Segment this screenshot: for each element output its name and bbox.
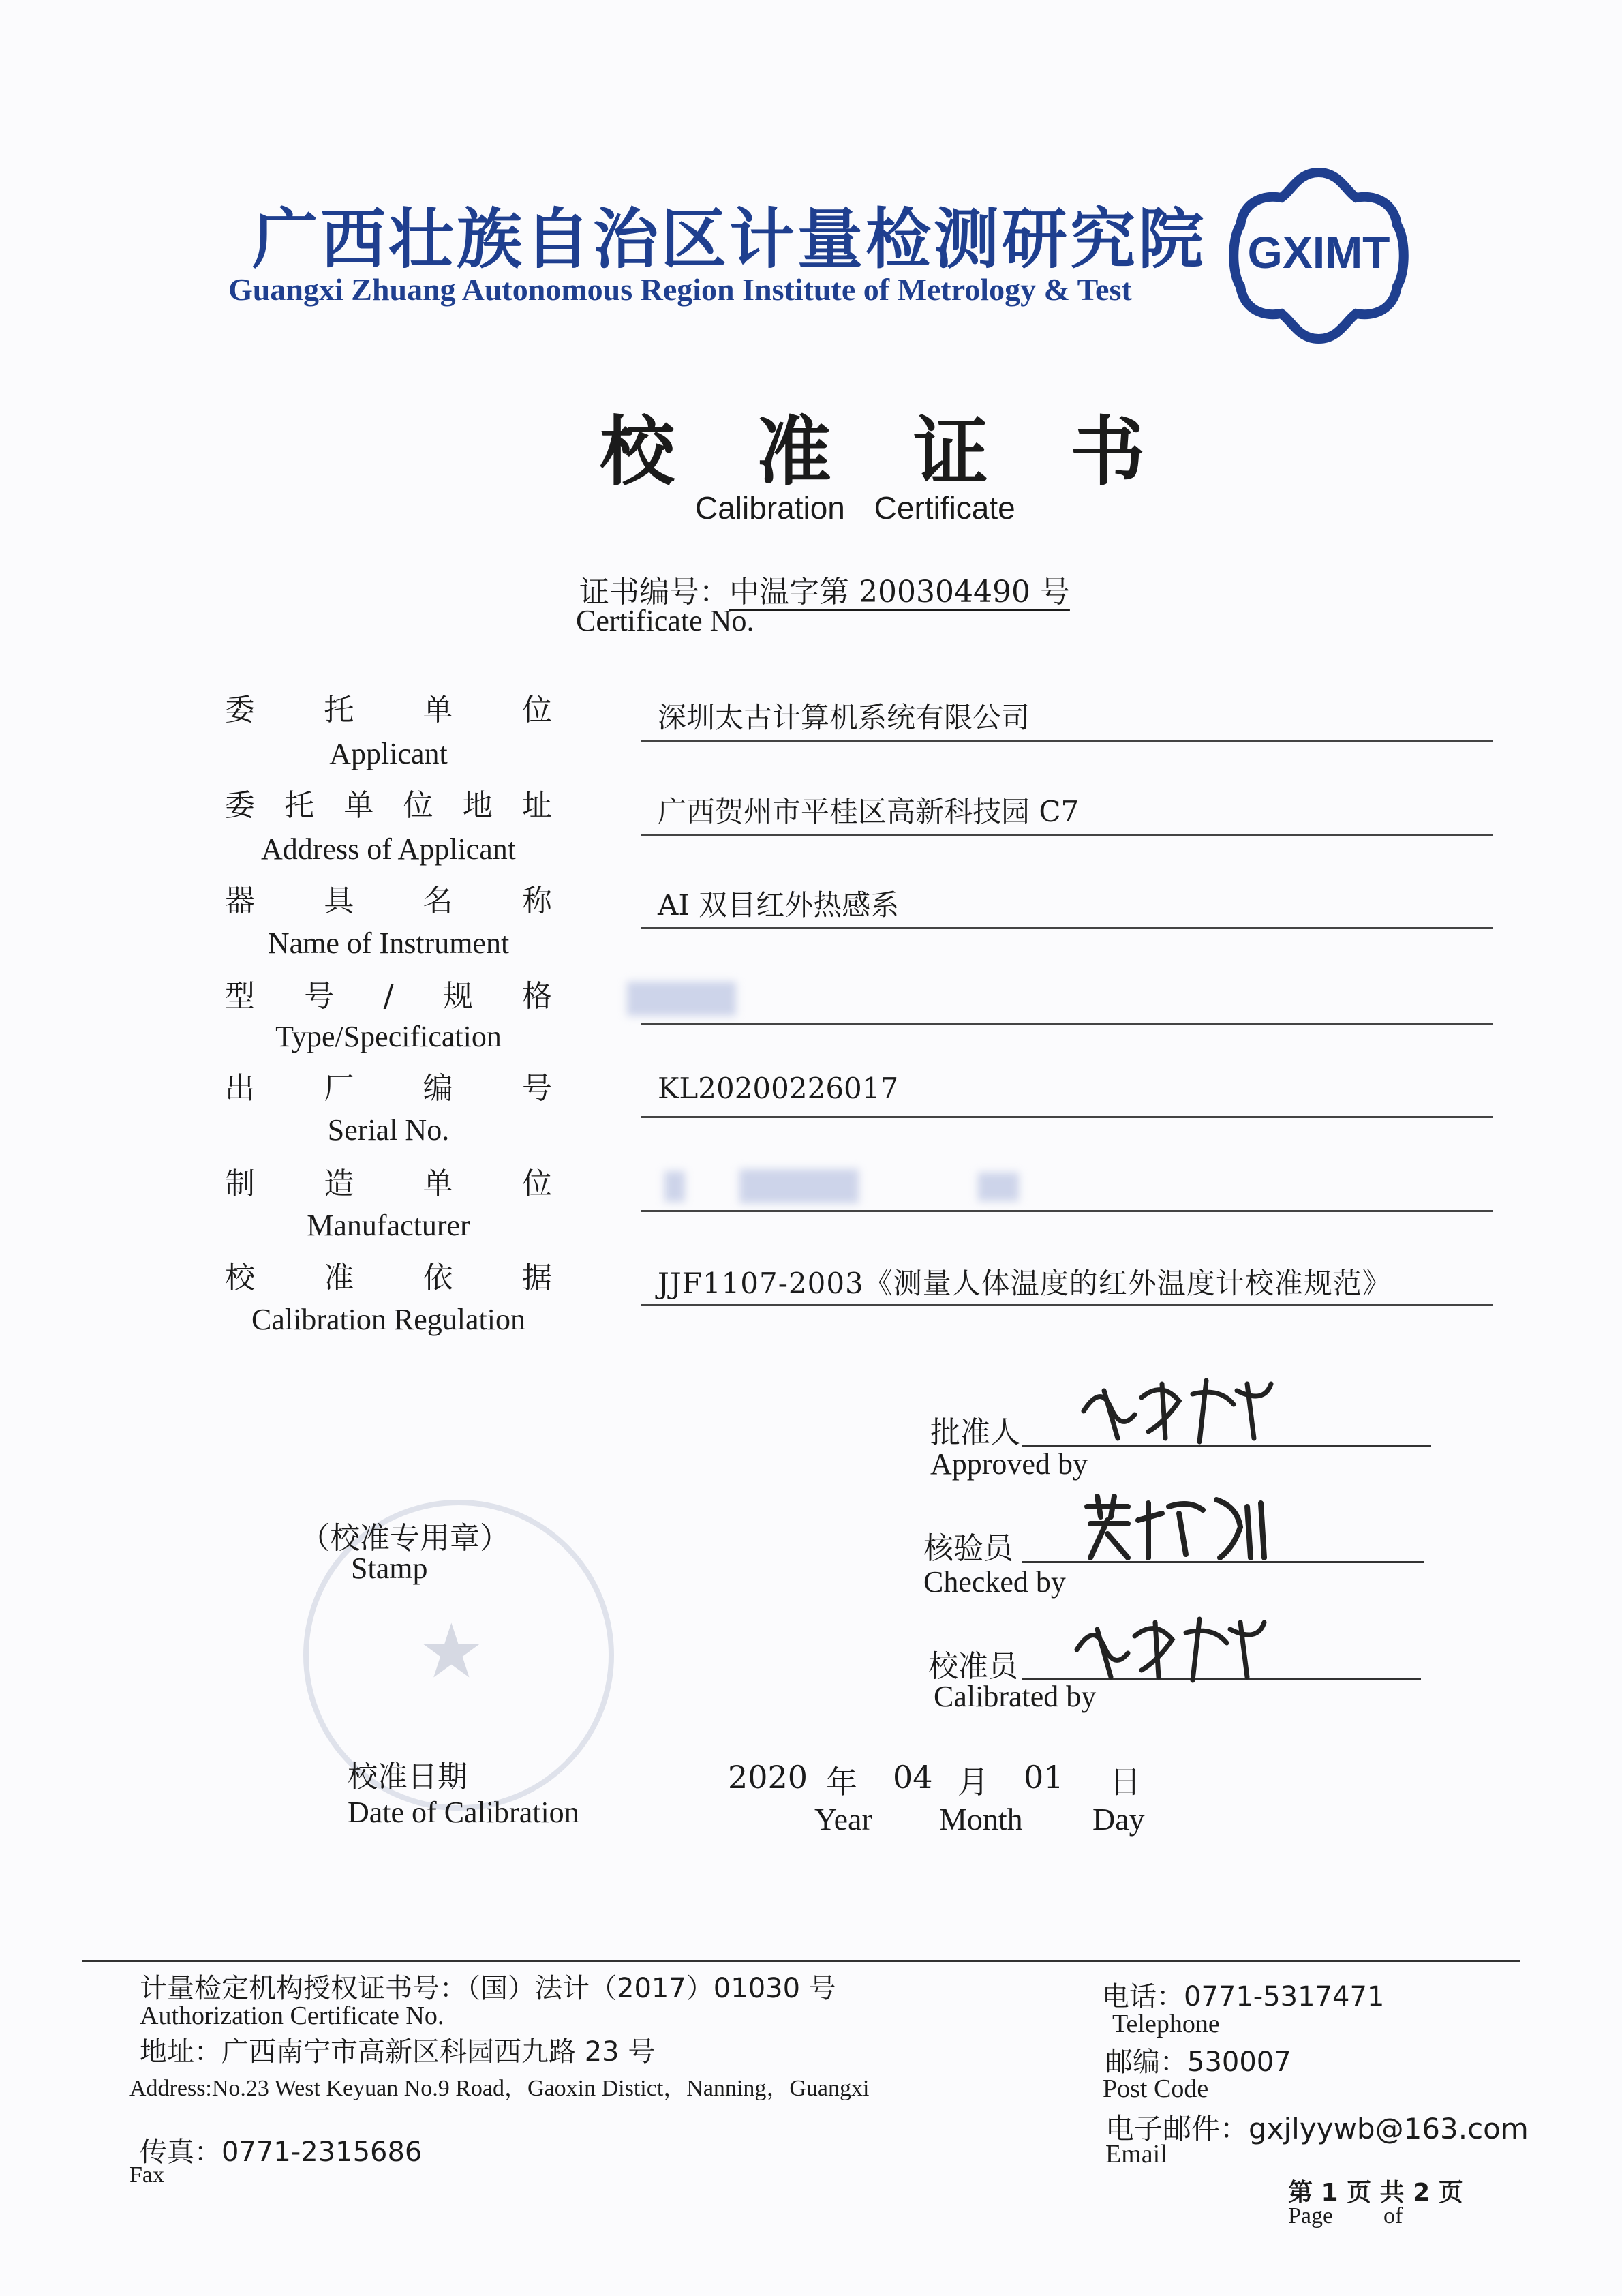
email-cn: 电子邮件：gxjlyywb@163.com (1105, 2112, 1529, 2145)
field-underline (641, 975, 1493, 1025)
field-label-en: Name of Instrument (267, 926, 510, 960)
date-day-cn: 日 (1110, 1764, 1141, 1800)
field-value: 深圳太古计算机系统有限公司 (658, 701, 1030, 734)
certificate-title-en: Calibration Certificate (695, 490, 1015, 526)
field-label-en: Applicant (329, 737, 448, 770)
approved-signature (1077, 1370, 1281, 1445)
field-label-cn: 校准依据 (225, 1260, 552, 1295)
field-value: KL20200226017 (658, 1072, 899, 1105)
field-label-en: Serial No. (327, 1113, 450, 1147)
page-label-en: Page (1288, 2203, 1334, 2229)
authorization-en: Authorization Certificate No. (140, 2002, 444, 2030)
date-year-cn: 年 (826, 1764, 857, 1800)
date-month-cn: 月 (958, 1764, 989, 1800)
field-underline (641, 1256, 1493, 1306)
certificate-no-label: 证书编号： (579, 575, 729, 609)
approved-signature-line (1022, 1445, 1431, 1447)
field-label-cn: 委托单位地址 (225, 788, 552, 823)
field-underline (641, 879, 1493, 929)
field-value: JJF1107-2003《测量人体温度的红外温度计校准规范》 (658, 1267, 1392, 1300)
certificate-title-cn: 校准证书 (600, 408, 1227, 496)
institute-name-cn: 广西壮族自治区计量检测研究院 (252, 201, 1206, 277)
address-en: Address:No.23 West Keyuan No.9 Road，Gaoxin Distict，Nanning，Guangxi (129, 2076, 870, 2101)
date-month-en: Month (939, 1802, 1023, 1837)
stamp-label-en: Stamp (351, 1552, 428, 1585)
field-label-cn: 委托单位 (225, 693, 552, 727)
institute-name-en: Guangxi Zhuang Autonomous Region Institute of Metrology & Test (228, 272, 1132, 307)
date-year: 2020 (728, 1759, 808, 1796)
field-label-cn: 出厂编号 (225, 1071, 552, 1106)
field-value: AI 双目红外热感系 (658, 888, 900, 922)
address-cn: 地址：广西南宁市高新区科园西九路 23 号 (140, 2036, 656, 2068)
telephone-cn: 电话：0771-5317471 (1102, 1981, 1385, 2012)
field-value: 广西贺州市平桂区高新科技园 C7 (658, 795, 1080, 828)
field-underline (641, 786, 1493, 836)
footer-divider (82, 1960, 1520, 1962)
authorization-cn: 计量检定机构授权证书号：（国）法计（2017）01030 号 (140, 1973, 836, 2004)
approved-label-cn: 批准人 (930, 1415, 1020, 1450)
date-day: 01 (1024, 1759, 1064, 1796)
calibrated-signature (1070, 1609, 1274, 1684)
email-en: Email (1105, 2140, 1167, 2169)
field-label-cn: 型号/规格 (225, 979, 552, 1014)
field-label-en: Address of Applicant (261, 832, 516, 866)
date-day-en: Day (1092, 1802, 1145, 1837)
page-number-cn: 第 1 页 共 2 页 (1288, 2179, 1463, 2207)
date-label-en: Date of Calibration (348, 1796, 579, 1829)
telephone-en: Telephone (1112, 2010, 1220, 2038)
page-of-en: of (1383, 2203, 1403, 2229)
gximt-logo (1216, 160, 1421, 351)
calibrated-label-en: Calibrated by (934, 1680, 1097, 1713)
logo-text: GXIMT (1247, 227, 1390, 277)
field-underline (641, 692, 1493, 742)
calibrated-label-cn: 校准员 (928, 1649, 1018, 1684)
star-icon: ★ (418, 1607, 485, 1695)
field-label-cn: 器具名称 (225, 883, 552, 918)
field-label-en: Manufacturer (307, 1209, 470, 1242)
postcode-en: Post Code (1103, 2074, 1209, 2103)
approved-label-en: Approved by (930, 1447, 1088, 1481)
checked-signature (1080, 1486, 1278, 1565)
fax-en: Fax (129, 2162, 164, 2188)
field-label-en: Type/Specification (275, 1020, 502, 1053)
field-underline (641, 1068, 1493, 1118)
fax-cn: 传真：0771-2315686 (140, 2136, 423, 2168)
date-year-en: Year (814, 1802, 872, 1837)
field-underline (641, 1162, 1493, 1212)
certificate-no-label-en: Certificate No. (576, 604, 754, 637)
certificate-no-value: 中温字第 200304490 号 (729, 575, 1070, 609)
date-month: 04 (893, 1759, 933, 1796)
field-label-en: Calibration Regulation (251, 1303, 526, 1336)
checked-label-cn: 核验员 (923, 1531, 1013, 1566)
date-label-cn: 校准日期 (348, 1759, 468, 1794)
field-label-cn: 制造单位 (225, 1166, 552, 1201)
postcode-cn: 邮编：530007 (1105, 2046, 1291, 2078)
checked-label-en: Checked by (923, 1565, 1066, 1599)
stamp-label-cn: （校准专用章） (300, 1521, 510, 1556)
